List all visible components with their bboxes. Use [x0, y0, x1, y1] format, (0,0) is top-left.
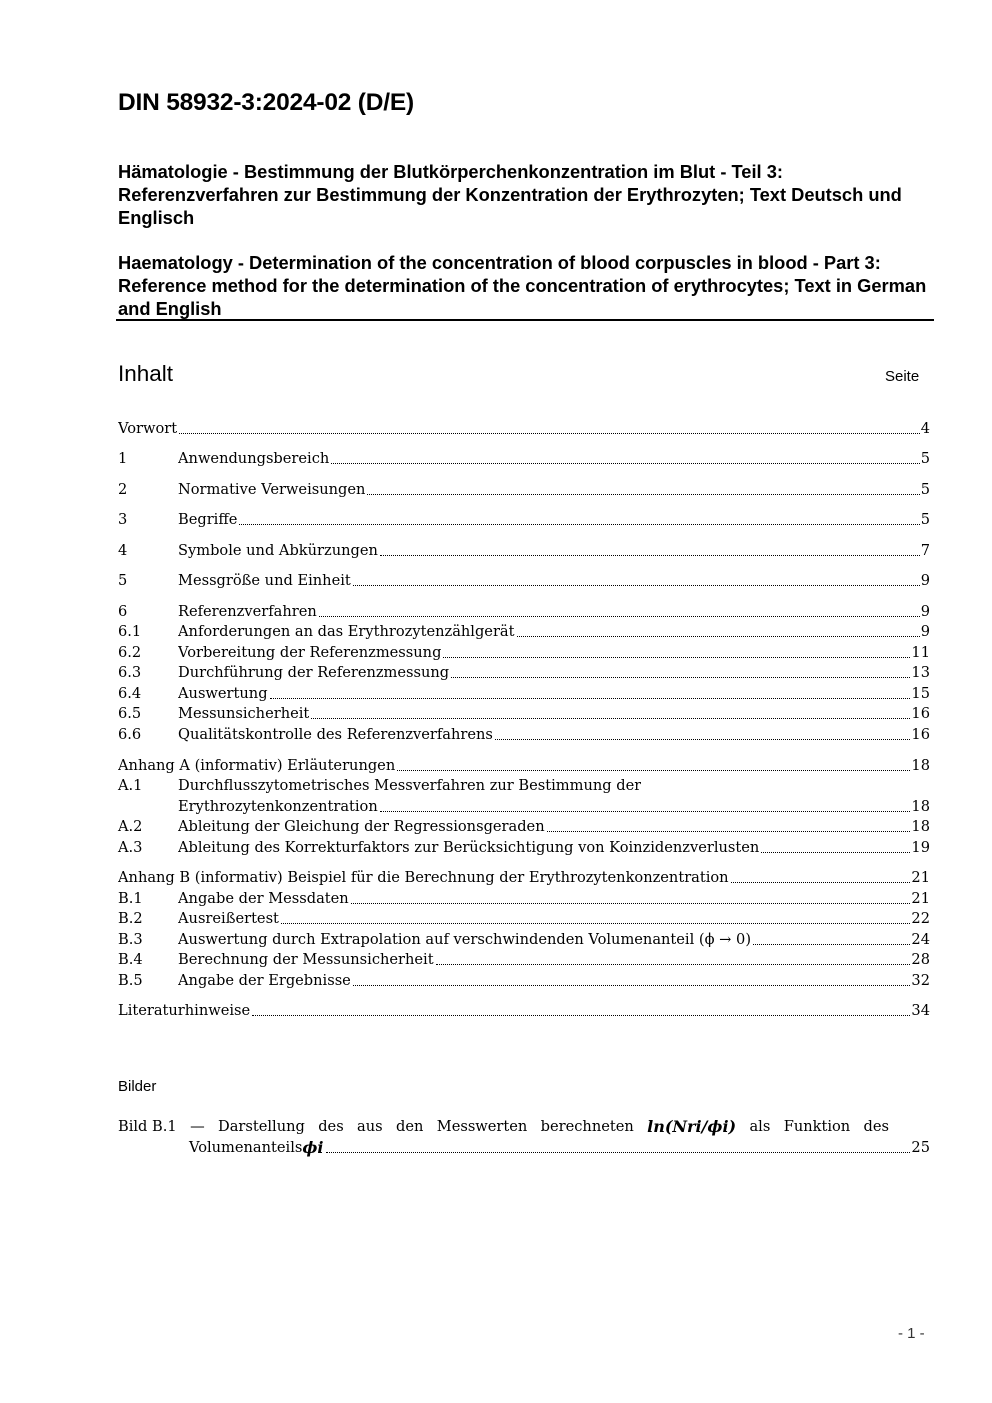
toc-entry[interactable] [118, 570, 930, 591]
figure-caption-word: berechneten [540, 1118, 634, 1135]
toc-entry-number: B.3 [118, 931, 143, 948]
toc-entry-title: Auswertung durch Extrapolation auf verschwindenden Volumenanteil (ϕ → 0) [178, 931, 752, 948]
leader-dots [436, 963, 911, 965]
toc-entry-number: 6.3 [118, 664, 142, 681]
toc-entry-title: Literaturhinweise [118, 1002, 251, 1019]
toc-entry-page: 24 [911, 931, 930, 948]
toc-entry-title: Durchführung der Referenzmessung [178, 664, 450, 681]
toc-entry[interactable] [118, 724, 930, 745]
toc-entry-title: Anhang B (informativ) Beispiel für die Berechnung der Erythrozytenkonzentration [118, 869, 729, 886]
toc-entry-title: Messunsicherheit [178, 705, 310, 722]
toc-entry-page: 28 [911, 951, 930, 968]
figure-caption-word: Messwerten [436, 1118, 528, 1135]
toc-entry-title: Qualitätskontrolle des Referenzverfahrens [178, 726, 493, 743]
leader-dots [311, 717, 910, 719]
figure-caption-word: des [863, 1118, 889, 1135]
leader-dots [380, 554, 920, 556]
toc-entry-number: 6.1 [118, 623, 142, 640]
toc-entry-title: Vorbereitung der Referenzmessung [178, 644, 442, 661]
toc-entry[interactable] [118, 929, 930, 950]
figure-entry-b1-continuation[interactable] [189, 1137, 930, 1158]
figure-caption-word: des [318, 1118, 344, 1135]
toc-entry-number: 6.5 [118, 705, 142, 722]
figure-caption-word: den [396, 1118, 424, 1135]
toc-entry[interactable] [118, 601, 930, 622]
figure-caption-word: Bild B.1 [118, 1118, 177, 1135]
leader-dots [753, 943, 910, 945]
figures-heading: Bilder [118, 1078, 157, 1095]
toc-entry-page: 18 [911, 818, 930, 835]
toc-entry-title: Symbole und Abkürzungen [178, 542, 378, 559]
title-divider [116, 319, 934, 321]
page-number: - 1 - [898, 1325, 925, 1342]
toc-entry-title: Berechnung der Messunsicherheit [178, 951, 434, 968]
leader-dots [353, 984, 911, 986]
toc-entry-number: 1 [118, 450, 128, 467]
leader-dots [270, 697, 911, 699]
toc-entry-title-continuation: Erythrozytenkonzentration [178, 798, 378, 815]
leader-dots [179, 432, 920, 434]
leader-dots [353, 584, 920, 586]
toc-entry-page: 19 [911, 839, 930, 856]
toc-entry-title: Auswertung [178, 685, 268, 702]
leader-dots [495, 738, 911, 740]
toc-entry-number: 5 [118, 572, 128, 589]
toc-entry[interactable] [118, 540, 930, 561]
toc-entry-page: 9 [920, 623, 930, 640]
toc-entry-page: 7 [920, 542, 930, 559]
toc-entry[interactable] [118, 837, 930, 858]
toc-entry[interactable] [118, 683, 930, 704]
title-english: Haematology - Determination of the concentration of blood corpuscles in blood - Part 3: Reference method for the determination of the concentration of erythrocytes; Text in German and English [118, 252, 927, 319]
toc-entry-page: 5 [920, 481, 930, 498]
toc-entry-page: 18 [911, 798, 930, 815]
toc-entry-number: 3 [118, 511, 128, 528]
toc-heading: Inhalt [118, 361, 174, 386]
toc-entry-title: Vorwort [118, 420, 178, 437]
toc-entry[interactable] [118, 662, 930, 683]
leader-dots [517, 635, 920, 637]
toc-entry-page: 11 [911, 644, 930, 661]
leader-dots [451, 676, 910, 678]
leader-dots [326, 1151, 911, 1153]
leader-dots [547, 830, 911, 832]
document-id-title: DIN 58932-3:2024-02 (D/E) [118, 89, 414, 116]
toc-entry-title: Ableitung des Korrekturfaktors zur Berücksichtigung von Koinzidenzverlusten [178, 839, 760, 856]
toc-entry-number: B.4 [118, 951, 143, 968]
toc-entry-continuation[interactable] [178, 796, 930, 817]
leader-dots [252, 1014, 910, 1016]
leader-dots [281, 922, 910, 924]
figure-caption-word: — [190, 1118, 205, 1135]
toc-entry-number: A.3 [118, 839, 143, 856]
figure-caption-word: als [749, 1118, 771, 1135]
toc-entry-title: Begriffe [178, 511, 238, 528]
toc-entry[interactable] [118, 908, 930, 929]
toc-entry[interactable] [118, 479, 930, 500]
toc-page-column-label: Seite [885, 368, 920, 385]
toc-entry-page: 5 [920, 450, 930, 467]
toc-entry-number: B.2 [118, 910, 143, 927]
toc-entry[interactable] [118, 418, 930, 439]
leader-dots [761, 851, 910, 853]
toc-entry-page: 9 [920, 603, 930, 620]
toc-entry-page: 9 [920, 572, 930, 589]
toc-entry-page: 13 [911, 664, 930, 681]
leader-dots [367, 493, 919, 495]
figure-cont-text: Volumenanteils [189, 1139, 303, 1156]
toc-entry-title: Messgröße und Einheit [178, 572, 351, 589]
toc-entry[interactable] [118, 1000, 930, 1021]
toc-entry-page: 21 [911, 869, 930, 886]
toc-entry-title: Angabe der Ergebnisse [178, 972, 351, 989]
toc-entry[interactable] [118, 621, 930, 642]
leader-dots [351, 902, 911, 904]
toc-entry-title: Angabe der Messdaten [178, 890, 349, 907]
toc-entry-number: B.5 [118, 972, 143, 989]
toc-entry[interactable] [118, 448, 930, 469]
figure-page: 25 [911, 1139, 930, 1156]
toc-entry-page: 32 [911, 972, 930, 989]
toc-entry-page: 15 [911, 685, 930, 702]
leader-dots [731, 881, 911, 883]
toc-entry-number: 6.2 [118, 644, 142, 661]
toc-entry[interactable] [118, 775, 930, 796]
toc-entry-page: 18 [911, 757, 930, 774]
toc-entry-number: B.1 [118, 890, 143, 907]
toc-entry-page: 21 [911, 890, 930, 907]
leader-dots [239, 523, 919, 525]
leader-dots [319, 615, 920, 617]
toc-entry-number: 6.4 [118, 685, 142, 702]
toc-entry[interactable] [118, 888, 930, 909]
toc-entry[interactable] [118, 949, 930, 970]
figure-formula: ln(Nri/ϕi) [647, 1117, 737, 1136]
toc-entry-number: 4 [118, 542, 128, 559]
toc-entry-number: 6.6 [118, 726, 142, 743]
toc-entry-number: A.1 [118, 777, 143, 794]
toc-entry-number: A.2 [118, 818, 143, 835]
toc-entry[interactable] [118, 970, 930, 991]
toc-entry-page: 5 [920, 511, 930, 528]
toc-entry-title: Anhang A (informativ) Erläuterungen [118, 757, 396, 774]
toc-entry-title: Ableitung der Gleichung der Regressionsgeraden [178, 818, 545, 835]
toc-entry-title: Referenzverfahren [178, 603, 317, 620]
toc-entry-title: Ausreißertest [178, 910, 279, 927]
toc-entry[interactable] [118, 703, 930, 724]
leader-dots [331, 462, 919, 464]
figure-caption-word: Funktion [783, 1118, 851, 1135]
toc-entry[interactable] [118, 867, 930, 888]
leader-dots [380, 810, 911, 812]
toc-entry-title: Durchflusszytometrisches Messverfahren zur Bestimmung der [178, 777, 642, 794]
leader-dots [397, 769, 910, 771]
leader-dots [443, 656, 910, 658]
toc-entry[interactable] [118, 755, 930, 776]
figure-caption-word: Darstellung [218, 1118, 305, 1135]
toc-entry-page: 16 [911, 726, 930, 743]
title-german: Hämatologie - Bestimmung der Blutkörperchenkonzentration im Blut - Teil 3: Referenzverfahren zur Bestimmung der Konzentration der Erythrozyten; Text Deutsch und Englisch [118, 161, 902, 228]
figure-entry-b1[interactable] [118, 1116, 889, 1137]
toc-entry-page: 22 [911, 910, 930, 927]
toc-entry-page: 34 [911, 1002, 930, 1019]
toc-entry[interactable] [118, 816, 930, 837]
figure-caption-word: aus [357, 1118, 383, 1135]
toc-entry-title: Anforderungen an das Erythrozytenzählgerät [178, 623, 515, 640]
toc-entry[interactable] [118, 642, 930, 663]
toc-entry-title: Normative Verweisungen [178, 481, 366, 498]
toc-entry-page: 16 [911, 705, 930, 722]
toc-entry-page: 4 [920, 420, 930, 437]
toc-entry-title: Anwendungsbereich [178, 450, 330, 467]
toc-entry[interactable] [118, 509, 930, 530]
toc-entry-number: 6 [118, 603, 128, 620]
toc-entry-number: 2 [118, 481, 128, 498]
figure-cont-formula: ϕi [302, 1138, 324, 1157]
